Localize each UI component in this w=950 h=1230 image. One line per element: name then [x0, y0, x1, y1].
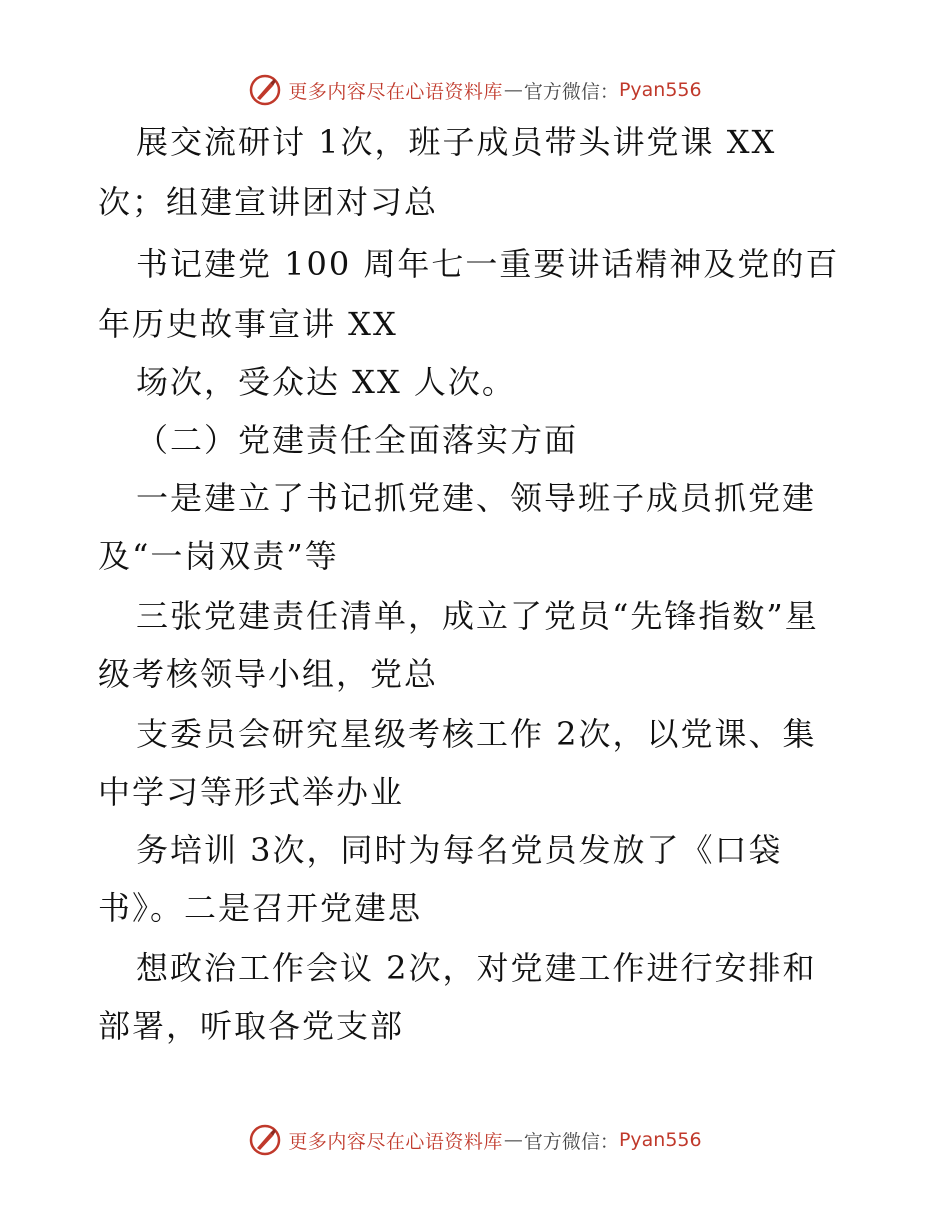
watermark-wechat-id: Pyan556: [618, 1129, 702, 1151]
watermark-separator: —: [503, 79, 523, 101]
text-line: 级考核领导小组，党总: [98, 655, 439, 693]
footer-watermark: [0, 1120, 950, 1160]
text-line: 中学习等形式举办业: [98, 773, 405, 811]
watermark-wechat-label: 官方微信：: [523, 1130, 619, 1153]
watermark-text: 更多内容尽在心语资料库: [288, 80, 503, 103]
text-line: 书》。二是召开党建思: [98, 889, 423, 927]
watermark-wechat-id: Pyan556: [618, 79, 702, 101]
watermark-separator: —: [503, 1129, 523, 1151]
text-line: 次；组建宣讲团对习总: [98, 183, 439, 221]
text-line: 三张党建责任清单，成立了党员“先锋指数”星: [136, 597, 819, 635]
watermark-text: 更多内容尽在心语资料库: [288, 1130, 503, 1153]
text-line: 一是建立了书记抓党建、领导班子成员抓党建: [136, 479, 817, 517]
section-heading: （二）党建责任全面落实方面: [136, 421, 579, 459]
text-line: 书记建党 100 周年七一重要讲话精神及党的百: [136, 245, 840, 283]
text-line: 想政治工作会议 2次，对党建工作进行安排和: [136, 949, 817, 987]
text-line: 年历史故事宣讲 XX: [98, 305, 398, 343]
text-line: 支委员会研究星级考核工作 2次，以党课、集: [136, 715, 817, 753]
text-line: 务培训 3次，同时为每名党员发放了《口袋: [136, 831, 783, 869]
quill-logo-icon: [248, 1123, 282, 1157]
watermark-wechat-label: 官方微信：: [523, 80, 619, 103]
text-line: 部署，听取各党支部: [98, 1007, 405, 1045]
header-watermark: [0, 70, 950, 110]
text-line: 展交流研讨 1次，班子成员带头讲党课 XX: [136, 123, 777, 161]
text-line: 及“一岗双责”等: [98, 537, 339, 575]
text-line: 场次，受众达 XX 人次。: [136, 363, 516, 401]
quill-logo-icon: [248, 73, 282, 107]
